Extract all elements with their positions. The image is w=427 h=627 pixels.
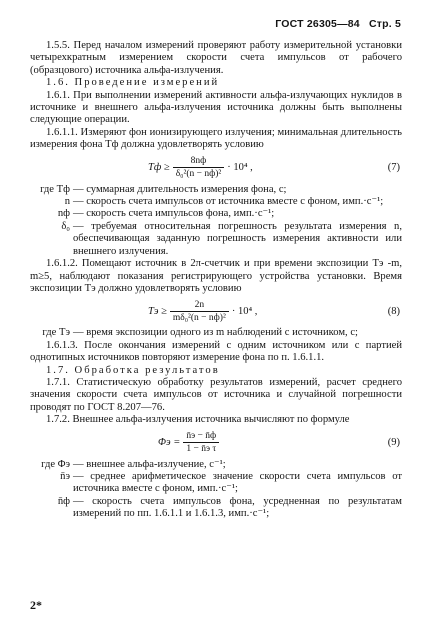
definition-row [30, 471, 402, 496]
definition-symbol: n̄ф [57, 495, 70, 507]
formula-7-number: (7) [387, 162, 400, 174]
definition-row [30, 184, 402, 196]
formula-7-tail: · 10⁴ , [227, 162, 253, 174]
standard-number: ГОСТ 26305—84 [275, 18, 360, 30]
definition-symbol: где Tф [40, 183, 70, 195]
definition-row [30, 327, 402, 339]
formula-8-denominator: mδ₀²(n − nф)² [170, 311, 229, 323]
definition-symbol: nф [57, 208, 70, 220]
definition-text: — скорость счета импульсов фона, имп.·с⁻¹; [73, 208, 275, 220]
formula-8-number: (8) [387, 305, 400, 317]
definition-row [30, 496, 402, 521]
definition-symbol: n̄э [60, 470, 70, 482]
paragraph-1-7-1: 1.7.1. Статистическую обработку результатов измерений, расчет среднего значения скорости счета импульсов от источника и случайной погрешности проводят по ГОСТ 8.207—76. [30, 376, 402, 413]
formula-9 [30, 428, 402, 458]
formula-7-denominator: δ₀²(n − nф)² [173, 167, 225, 179]
definitions-8 [30, 327, 402, 339]
page-number: Стр. 5 [368, 18, 401, 30]
formula-9-lhs: Φэ = [158, 437, 181, 449]
formula-8-lhs: Tэ ≥ [148, 305, 167, 317]
signature-mark: 2* [30, 598, 42, 612]
document-body [30, 40, 402, 521]
definition-text: — среднее арифметическое значение скорости счета импульсов от источника вместе с фоном, имп.·с⁻¹; [73, 470, 402, 495]
section-heading-1-7: 1.7. Обработка результатов [46, 364, 220, 376]
formula-7 [30, 153, 402, 183]
paragraph-1-6-1: 1.6.1. При выполнении измерений активности альфа-излучающих нуклидов в источнике и внешнего альфа-излучения источника должны быть выполнены следующие операции. [30, 89, 402, 126]
definition-symbol: n [64, 196, 70, 208]
formula-8-fraction [170, 300, 229, 323]
definition-text: — скорость счета импульсов от источника вместе с фоном, имп.·с⁻¹; [73, 196, 384, 208]
paragraph-1-6-1-2: 1.6.1.2. Помещают источник в 2π-счетчик и при времени экспозиции Tэ -m, m≥5, наблюдают показания регистрирующего устройства установки. Время экспозиции Tэ должно удовлетворять условию [30, 258, 402, 294]
formula-9-number: (9) [387, 437, 400, 449]
formula-7-numerator: 8nф [190, 156, 207, 167]
definition-row [30, 459, 402, 471]
formula-8 [30, 296, 402, 326]
definition-symbol: где Tэ [42, 327, 70, 339]
definitions-7 [30, 184, 402, 258]
definition-row [30, 196, 402, 208]
definition-text: — суммарная длительность измерения фона, с; [73, 183, 287, 195]
paragraph-1-6-1-3: 1.6.1.3. После окончания измерений с одним источником или с партией однотипных источников повторяют измерение фона по п. 1.6.1.1. [30, 339, 402, 364]
formula-9-denominator: 1 − n̄э τ [183, 442, 219, 454]
definition-symbol: δ₀ [61, 220, 70, 232]
definitions-9 [30, 459, 402, 521]
formula-9-fraction [183, 431, 219, 454]
paragraph-1-6-1-1: 1.6.1.1. Измеряют фон ионизирующего излучения; минимальная длительность измерения фона Tф должна удовлетворять условию [30, 126, 402, 151]
formula-7-lhs: Tф ≥ [148, 162, 170, 174]
definition-row [30, 221, 402, 258]
paragraph-1-7-2: 1.7.2. Внешнее альфа-излучения источника вычисляют по формуле [46, 414, 350, 426]
definition-text: — время экспозиции одного из m наблюдений с источником, с; [73, 327, 359, 339]
formula-8-tail: · 10⁴ , [231, 305, 258, 317]
definition-text: — требуемая относительная погрешность результата измерения n, обеспечивающая заданную погрешность измерения активности или внешнего излучения. [73, 220, 402, 257]
definition-text: — скорость счета импульсов фона, усредненная по результатам измерений по пп. 1.6.1.1 и 1.6.1.3, имп.·с⁻¹; [73, 495, 402, 520]
paragraph-1-5-5: 1.5.5. Перед началом измерений проверяют работу измерительной установки четырехкратным измерением скорости счета импульсов от рабочего (образцового) источника альфа-излучения. [30, 40, 402, 76]
page-header [269, 18, 401, 30]
formula-7-fraction [173, 156, 225, 179]
formula-8-numerator: 2n [194, 299, 205, 310]
definition-text: — внешнее альфа-излучение, с⁻¹; [73, 458, 226, 470]
section-heading-1-6: 1.6. Проведение измерений [46, 77, 220, 89]
formula-9-numerator: n̄э − n̄ф [186, 431, 217, 442]
definition-row [30, 208, 402, 220]
definition-symbol: где Φэ [41, 458, 70, 470]
